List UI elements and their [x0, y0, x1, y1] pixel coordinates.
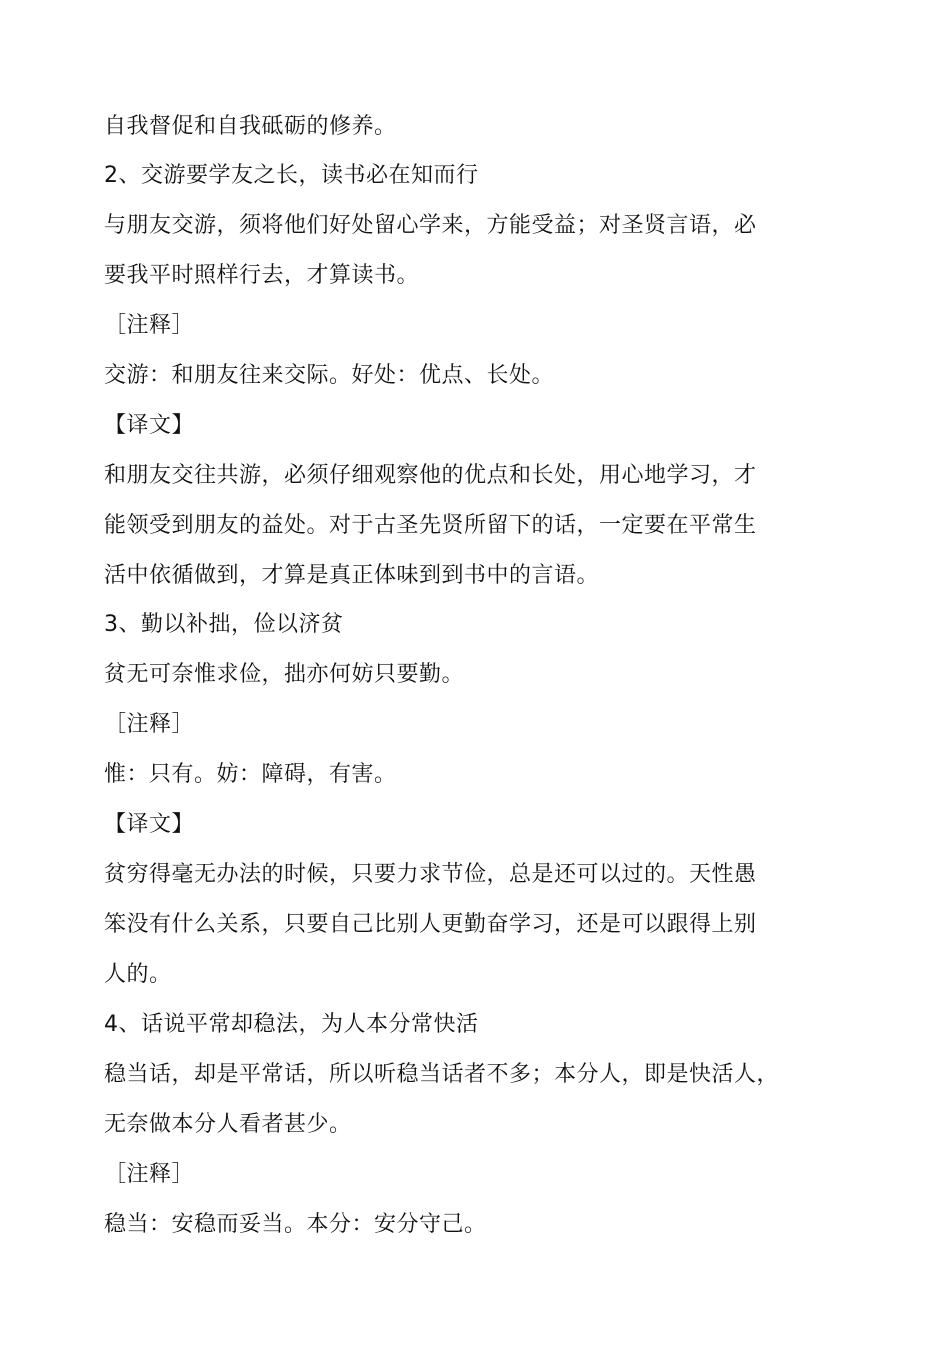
text-line: 自我督促和自我砥砺的修养。 — [104, 114, 397, 139]
translation-label: 【译文】 — [104, 812, 195, 837]
annotation-label: ［注释］ — [104, 1162, 195, 1187]
text-line: 交游：和朋友往来交际。好处：优点、长处。 — [104, 363, 555, 388]
text-line: 活中依循做到，才算是真正体味到到书中的言语。 — [104, 563, 600, 588]
annotation-label: ［注释］ — [104, 313, 195, 338]
section-heading: 3、勤以补拙，俭以济贫 — [104, 612, 344, 637]
text-line: 和朋友交往共游，必须仔细观察他的优点和长处，用心地学习，才 — [104, 463, 757, 488]
text-line: 稳当：安稳而妥当。本分：安分守己。 — [104, 1212, 487, 1237]
annotation-label: ［注释］ — [104, 712, 195, 737]
text-line: 稳当话，却是平常话，所以听稳当话者不多；本分人，即是快活人， — [104, 1062, 780, 1087]
text-line: 要我平时照样行去，才算读书。 — [104, 263, 420, 288]
text-line: 贫穷得毫无办法的时候，只要力求节俭，总是还可以过的。天性愚 — [104, 862, 757, 887]
text-line: 能领受到朋友的益处。对于古圣先贤所留下的话，一定要在平常生 — [104, 513, 757, 538]
section-heading: 2、交游要学友之长，读书必在知而行 — [104, 163, 479, 188]
translation-label: 【译文】 — [104, 413, 195, 438]
section-heading: 4、话说平常却稳法，为人本分常快活 — [104, 1012, 479, 1037]
text-line: 人的。 — [104, 962, 172, 987]
text-line: 贫无可奈惟求俭，拙亦何妨只要勤。 — [104, 662, 465, 687]
text-line: 笨没有什么关系，只要自己比别人更勤奋学习，还是可以跟得上别 — [104, 912, 757, 937]
text-line: 与朋友交游，须将他们好处留心学来，方能受益；对圣贤言语，必 — [104, 213, 757, 238]
text-line: 惟：只有。妨：障碍，有害。 — [104, 762, 397, 787]
text-line: 无奈做本分人看者甚少。 — [104, 1112, 352, 1137]
